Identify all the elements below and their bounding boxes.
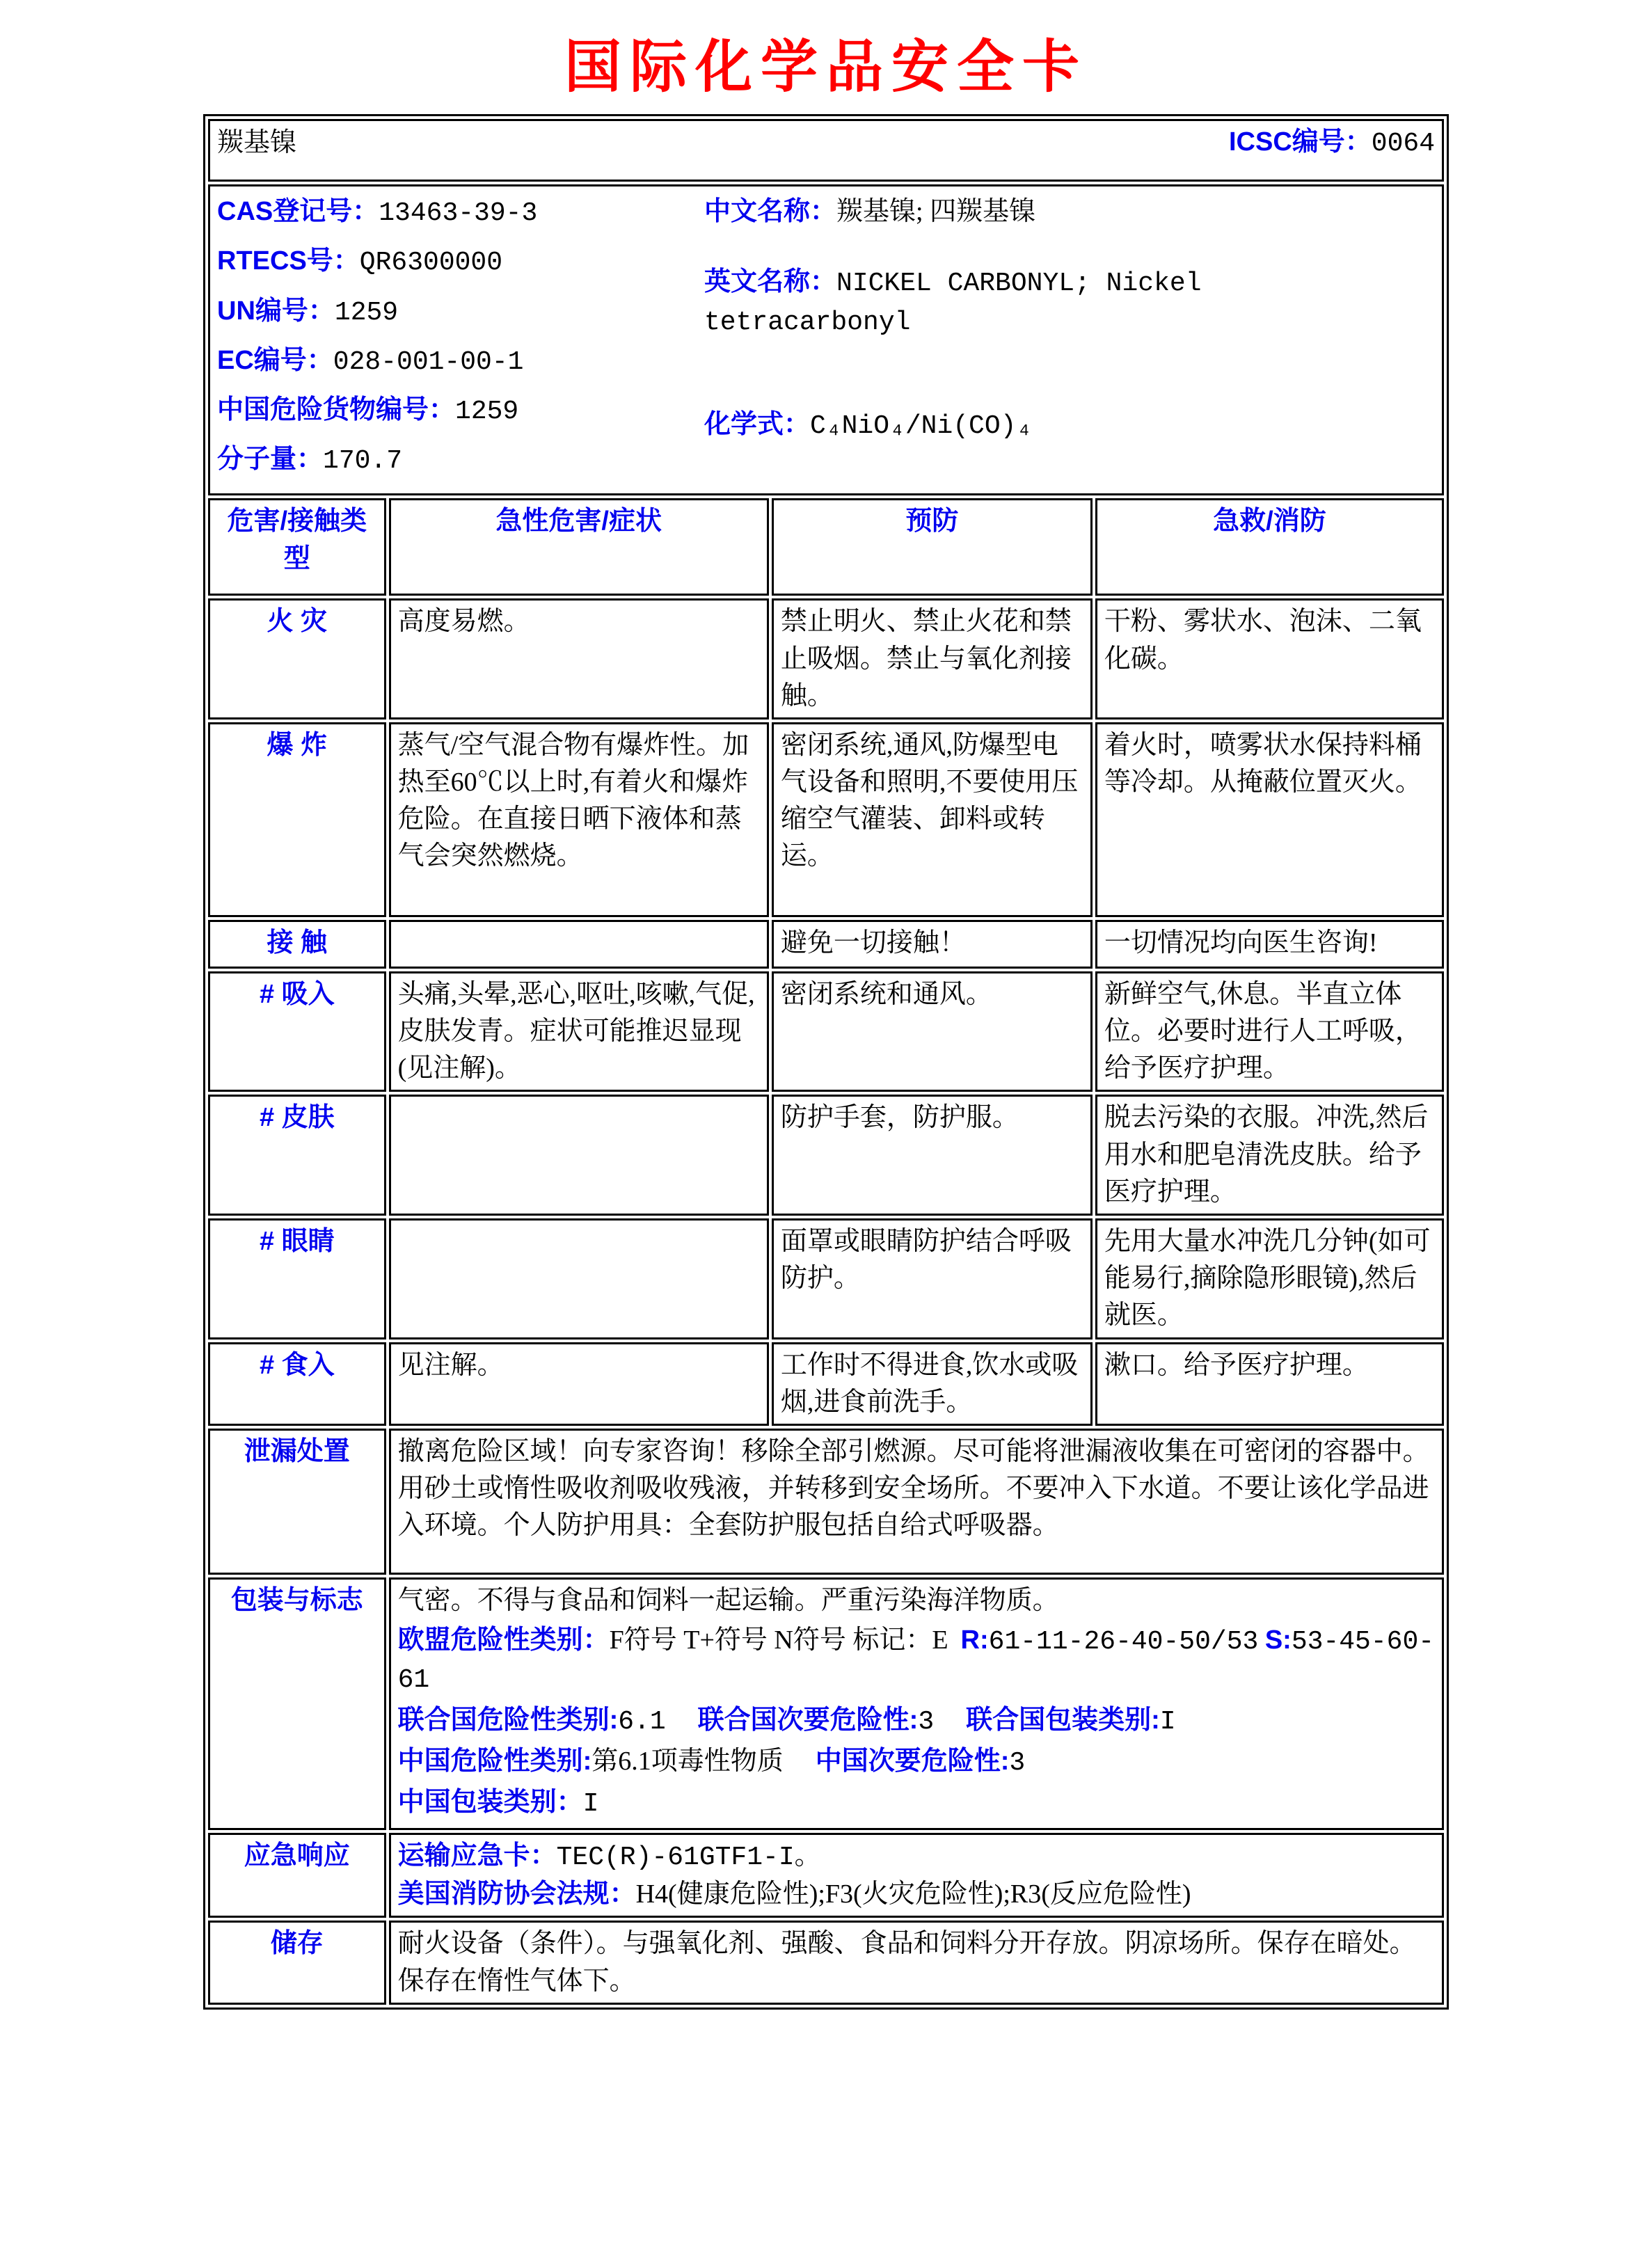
explosion-symptoms-cell: 蒸气/空气混合物有爆炸性。加热至60℃以上时,有着火和爆炸危险。在直接日晒下液体和蒸气会突然燃烧。 bbox=[389, 722, 769, 917]
emergency-row bbox=[208, 1833, 1444, 1918]
card-header-cell bbox=[208, 119, 1444, 182]
fire-symptoms-cell: 高度易燃。 bbox=[389, 598, 769, 719]
header-symptoms: 急性危害/症状 bbox=[389, 498, 769, 596]
ingestion-symptoms-cell: 见注解。 bbox=[389, 1342, 769, 1426]
emergency-text-cell bbox=[389, 1833, 1444, 1918]
emergency-nfpa-line: 美国消防协会法规：H4(健康危险性);F3(火灾危险性);R3(反应危险性) bbox=[397, 1879, 1191, 1909]
fire-firstaid-cell: 干粉、雾状水、泡沫、二氧化碳。 bbox=[1095, 598, 1444, 719]
storage-label: 储存 bbox=[208, 1921, 386, 2004]
packaging-cn-line: 中国危险性类别:第6.1项毒性物质 中国次要危险性:3 bbox=[397, 1746, 1026, 1778]
inhalation-type-label: # 吸入 bbox=[208, 971, 386, 1092]
identifiers-right-column bbox=[704, 189, 1400, 491]
contact-prevention-cell: 避免一切接触！ bbox=[772, 920, 1093, 969]
hazard-row-inhalation bbox=[208, 971, 1444, 1092]
icsc-number-value: 0064 bbox=[1371, 129, 1435, 159]
chemical-name-cn: 羰基镍 bbox=[217, 128, 297, 158]
spill-row bbox=[208, 1429, 1444, 1575]
packaging-row bbox=[208, 1577, 1444, 1830]
molecular-weight-line: 分子量：170.7 bbox=[217, 445, 403, 477]
storage-row bbox=[208, 1921, 1444, 2004]
emergency-label: 应急响应 bbox=[208, 1833, 386, 1918]
english-name-line: 英文名称：NICKEL CARBONYL; Nickel tetracarbonyl bbox=[704, 267, 1202, 337]
explosion-prevention-cell: 密闭系统,通风,防爆型电气设备和照明,不要使用压缩空气灌装、卸料或转运。 bbox=[772, 722, 1093, 917]
skin-prevention-cell: 防护手套，防护服。 bbox=[772, 1095, 1093, 1216]
packaging-cn-pack-line: 中国包装类别：I bbox=[397, 1787, 599, 1819]
hazard-row-explosion bbox=[208, 722, 1444, 917]
fire-prevention-cell: 禁止明火、禁止火花和禁止吸烟。禁止与氧化剂接触。 bbox=[772, 598, 1093, 719]
packaging-eu-line: 欧盟危险性类别：F符号 T+符号 N符号 标记：E R:61-11-26-40-50/53 S:53-45-60-61 bbox=[397, 1625, 1435, 1696]
spill-label: 泄漏处置 bbox=[208, 1429, 386, 1575]
storage-text-cell: 耐火设备（条件）。与强氧化剂、强酸、食品和饲料分开存放。阴凉场所。保存在暗处。保存在惰性气体下。 bbox=[389, 1921, 1444, 2004]
chinese-name-line: 中文名称：羰基镍; 四羰基镍 bbox=[704, 197, 1036, 227]
fire-type-label: 火 灾 bbox=[208, 598, 386, 719]
icsc-number-label: ICSC编号： bbox=[1228, 127, 1372, 157]
hazard-header-row bbox=[208, 498, 1444, 596]
header-firstaid: 急救/消防 bbox=[1095, 498, 1444, 596]
eyes-type-label: # 眼睛 bbox=[208, 1218, 386, 1339]
page-title: 国际化学品安全卡 bbox=[564, 35, 1088, 99]
eyes-symptoms-cell bbox=[389, 1218, 769, 1339]
spill-text-cell: 撤离危险区域！向专家咨询！移除全部引燃源。尽可能将泄漏液收集在可密闭的容器中。用砂土或惰性吸收剂吸收残液，并转移到安全场所。不要冲入下水道。不要让该化学品进入环境。个人防护用具：全套防护服包括自给式呼吸器。 bbox=[389, 1429, 1444, 1575]
inhalation-firstaid-cell: 新鲜空气,休息。半直立体位。必要时进行人工呼吸，给予医疗护理。 bbox=[1095, 971, 1444, 1092]
hazard-row-ingestion bbox=[208, 1342, 1444, 1426]
un-number-line: UN编号：1259 bbox=[217, 296, 399, 328]
packaging-transport-line: 气密。不得与食品和饲料一起运输。严重污染海洋物质。 bbox=[397, 1585, 1059, 1615]
explosion-firstaid-cell: 着火时，喷雾状水保持料桶等冷却。从掩蔽位置灭火。 bbox=[1095, 722, 1444, 917]
ec-number-line: EC编号：028-001-00-1 bbox=[217, 345, 524, 377]
inhalation-symptoms-cell: 头痛,头晕,恶心,呕吐,咳嗽,气促,皮肤发青。症状可能推迟显现(见注解)。 bbox=[389, 971, 769, 1092]
packaging-un-line: 联合国危险性类别:6.1 联合国次要危险性:3 联合国包装类别:I bbox=[397, 1705, 1176, 1737]
inhalation-prevention-cell: 密闭系统和通风。 bbox=[772, 971, 1093, 1092]
safety-card-table bbox=[203, 114, 1449, 2010]
hazard-row-eyes bbox=[208, 1218, 1444, 1339]
skin-type-label: # 皮肤 bbox=[208, 1095, 386, 1216]
header-prevention: 预防 bbox=[772, 498, 1093, 596]
contact-symptoms-cell bbox=[389, 920, 769, 969]
packaging-text-cell bbox=[389, 1577, 1444, 1830]
china-dg-number-line: 中国危险货物编号：1259 bbox=[217, 395, 519, 427]
rtecs-number-line: RTECS号：QR6300000 bbox=[217, 246, 503, 278]
packaging-label: 包装与标志 bbox=[208, 1577, 386, 1830]
cas-number-line: CAS登记号：13463-39-3 bbox=[217, 197, 538, 229]
ingestion-firstaid-cell: 漱口。给予医疗护理。 bbox=[1095, 1342, 1444, 1426]
ingestion-type-label: # 食入 bbox=[208, 1342, 386, 1426]
card-header-row bbox=[208, 119, 1444, 182]
emergency-tec-line: 运输应急卡：TEC(R)-61GTF1-I。 bbox=[397, 1841, 821, 1873]
contact-type-label: 接 触 bbox=[208, 920, 386, 969]
header-hazard-type: 危害/接触类型 bbox=[208, 498, 386, 596]
eyes-prevention-cell: 面罩或眼睛防护结合呼吸防护。 bbox=[772, 1218, 1093, 1339]
hazard-row-fire bbox=[208, 598, 1444, 719]
ingestion-prevention-cell: 工作时不得进食,饮水或吸烟,进食前洗手。 bbox=[772, 1342, 1093, 1426]
skin-symptoms-cell bbox=[389, 1095, 769, 1216]
skin-firstaid-cell: 脱去污染的衣服。冲洗,然后用水和肥皂清洗皮肤。给予医疗护理。 bbox=[1095, 1095, 1444, 1216]
eyes-firstaid-cell: 先用大量水冲洗几分钟(如可能易行,摘除隐形眼镜),然后就医。 bbox=[1095, 1218, 1444, 1339]
contact-firstaid-cell: 一切情况均向医生咨询! bbox=[1095, 920, 1444, 969]
hazard-row-skin bbox=[208, 1095, 1444, 1216]
identifiers-left-column bbox=[217, 189, 704, 491]
hazard-row-contact bbox=[208, 920, 1444, 969]
explosion-type-label: 爆 炸 bbox=[208, 722, 386, 917]
chemical-formula-line: 化学式：C₄NiO₄/Ni(CO)₄ bbox=[704, 409, 1033, 441]
identifiers-cell bbox=[208, 184, 1444, 495]
identifiers-row bbox=[208, 184, 1444, 495]
